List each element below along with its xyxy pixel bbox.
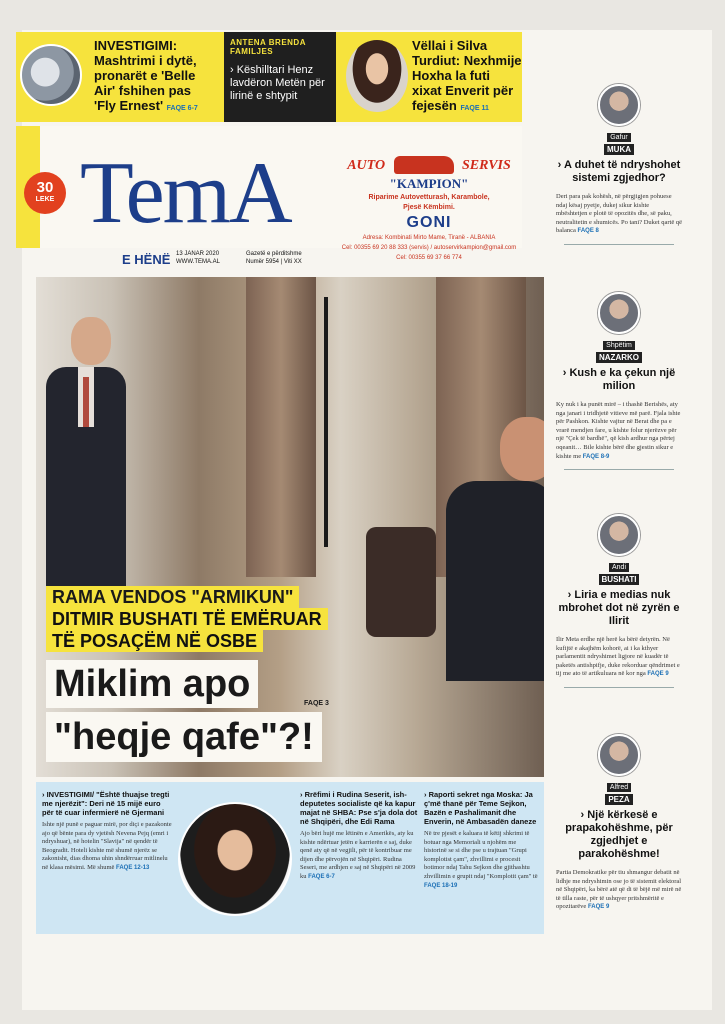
auto-servis-ad[interactable] bbox=[338, 156, 520, 274]
opinion-peza[interactable] bbox=[556, 734, 682, 912]
avatar bbox=[598, 514, 640, 556]
car-icon bbox=[394, 156, 454, 174]
story-title: › INVESTIGIMI/ "Është thuajse tregti me njerëzit": Deri në 15 mijë euro për të cuar infermierë në Gjermani bbox=[42, 790, 170, 817]
author-first-name: Shpëtim bbox=[603, 341, 635, 350]
teaser-line: Vëllai i Silva bbox=[412, 38, 488, 53]
author-last-name: PEZA bbox=[605, 794, 632, 805]
teaser-photo-woman bbox=[346, 40, 408, 112]
opinion-title: › Liria e medias nuk mbrohet dot në zyrën e Ilirit bbox=[558, 589, 680, 627]
story-page-ref: FAQE 12-13 bbox=[116, 864, 150, 871]
opinion-bushati[interactable] bbox=[556, 514, 682, 688]
issue-day: E HËNË bbox=[122, 252, 171, 267]
ad-address: Adresa: Kombinati Mirto Mame, Tiranë - ALBANIA bbox=[362, 235, 496, 242]
teaser-line: INVESTIGIMI: bbox=[94, 38, 178, 53]
divider bbox=[564, 469, 674, 470]
website-link[interactable]: WWW.TEMA.AL bbox=[176, 259, 220, 265]
story-body: Në tre pjesët e kaluara të këtij shkrimi të botuar nga Memoriali u njohëm me historinë se si dhe pse u trajtuan "Grupi komplotist çam", zhvillimi e procesit botimor ndaj Tahu Sejkon dhe gjithashtu zhvillimin e grupit ndaj "Komplotit çam" të bbox=[424, 830, 538, 880]
teaser-line: fejesën bbox=[412, 98, 457, 113]
author-first-name: Alfred bbox=[607, 783, 631, 792]
teaser-page-ref: FAQE 6-7 bbox=[166, 105, 198, 112]
opinion-title: › Një kërkesë e prapakohëshme, për zgjedhjet e parakohëshme! bbox=[565, 809, 673, 860]
teaser-antena[interactable] bbox=[224, 32, 336, 122]
price-currency: LEKE bbox=[35, 196, 55, 203]
opinion-body bbox=[556, 636, 682, 679]
author-first-name: Andi bbox=[609, 563, 629, 572]
date-text: 13 JANAR 2020 bbox=[176, 251, 220, 257]
teaser-line: pronarët e 'Belle bbox=[94, 68, 196, 83]
teaser-line: 'Fly Ernest' bbox=[94, 98, 164, 113]
opinion-nazarko[interactable] bbox=[556, 292, 682, 470]
opinion-muka[interactable] bbox=[556, 84, 682, 245]
teaser-line: Mashtrimi i dytë, bbox=[94, 53, 197, 68]
ad-business-name: "KAMPION" bbox=[389, 176, 469, 192]
story-moscow-report[interactable] bbox=[424, 790, 540, 890]
story-investigation[interactable] bbox=[42, 790, 172, 873]
main-page-ref: FAQE 3 bbox=[304, 700, 329, 707]
story-page-ref: FAQE 6-7 bbox=[308, 873, 335, 880]
issue-number: Numër 5954 | Viti XX bbox=[246, 259, 302, 265]
avatar bbox=[598, 292, 640, 334]
opinion-page-ref: FAQE 9 bbox=[587, 904, 610, 911]
opinion-page-ref: FAQE 8 bbox=[577, 228, 599, 235]
microphone-stand bbox=[324, 297, 328, 547]
story-body: Ishte një punë e paguar mirë, por diçi e pazakonte ajo që bënte para dy vjetësh Nevena Pejq (emri i ndryshuar), në hotelin "Slavija" në qendër të Beogradit. Hoteli kishte më shumë njerëz se zakonisht, dias dhoma uhin shndërruar mitlinelu në klasa mësimi. Më shumë bbox=[42, 821, 172, 871]
opinion-text: Deri para pak kohësh, në përgjigjen pohuese ndaj kësaj pyetje, dukej sikur kishte mbështetjen e plotë të opozitës dhe, së paku, neutralitetin e shumicës. Po tani? Duket qartë që balanca bbox=[556, 193, 682, 235]
ad-auto-label: AUTO bbox=[347, 158, 386, 174]
issue-type: Gazetë e përditshme bbox=[246, 251, 302, 257]
teaser-line: Turdiut: Nexhmije bbox=[412, 53, 522, 68]
antena-brand: ANTENA BRENDA FAMILJES bbox=[230, 38, 306, 56]
opinion-body bbox=[556, 401, 682, 461]
price-value: 30 bbox=[36, 179, 54, 196]
curtain bbox=[246, 277, 316, 577]
main-title-line-1[interactable]: Miklim apo bbox=[46, 660, 258, 708]
price-badge bbox=[24, 172, 66, 214]
story-page-ref: FAQE 18-19 bbox=[424, 882, 458, 889]
divider bbox=[564, 687, 674, 688]
divider bbox=[564, 244, 674, 245]
opinion-title: › A duhet të ndryshohet sistemi zgjedhor? bbox=[557, 159, 681, 184]
story-title: › Rrëfimi i Rudina Seserit, ish-deputetes socialiste që ka kapur majat në SHBA: Pse s'ja dola dot në Shqipëri, dhe Edi Rama bbox=[300, 790, 418, 826]
author-last-name: NAZARKO bbox=[596, 352, 642, 363]
ad-description: Riparime Autovetturash, Karambole, bbox=[368, 194, 490, 202]
ad-phone: Cel: 00355 69 20 88 333 (servis) / autoservirkampion@gmail.com bbox=[341, 245, 517, 252]
teaser-page-ref: FAQE 11 bbox=[460, 105, 489, 112]
headline-line-1[interactable]: RAMA VENDOS "ARMIKUN" bbox=[46, 586, 299, 608]
issue-date bbox=[176, 250, 236, 266]
main-title-line-2[interactable]: "heqje qafe"?! bbox=[46, 712, 322, 762]
opinion-title: › Kush e ka çekun një milion bbox=[562, 367, 676, 392]
newspaper-logo: TemA bbox=[80, 145, 291, 242]
headline-line-2[interactable]: DITMIR BUSHATI TË EMËRUAR bbox=[46, 608, 328, 630]
teaser-investigation[interactable] bbox=[94, 38, 244, 113]
ad-description: Pjesë Këmbimi. bbox=[403, 204, 455, 212]
opinion-text: Partia Demokratike për tiu shmangur debatit në lidhje me ndryshimin ose jo të sistemit elektoral në Shqipëri, ka bërë atë që di të bëjë më mirë në të tilla raste, për të ushqyer pritshmëritë e opozitarëve bbox=[556, 869, 682, 911]
opinion-text: Ilir Meta erdhe një herë ka bërë detyrën. Në kufijtë e akajhëm kohorë, ai i ka kthyer parlamentit ndryshimet ligjore në kuadër të paketës antishpifje, duke rekorduar qëndrimet e tij me ato të artikuluara në kor nga bbox=[556, 636, 680, 678]
rudina-seseri-photo bbox=[178, 802, 292, 916]
ad-phone: Cel: 00355 69 37 66 774 bbox=[396, 255, 462, 262]
armchair bbox=[366, 527, 436, 637]
ad-goni: GONI bbox=[406, 214, 452, 232]
story-rudina-seseri[interactable] bbox=[300, 790, 420, 882]
antena-text: › Këshilltari Henz lavdëron Metën për lirinë e shtypit bbox=[230, 64, 325, 102]
story-body: Ajo bëri hujë me lëtinën e Amerikës, aty ku kishte ndërtuar jetën e karrierën e saj, duke qenë aty që në vegjili, për të kontribuar me dijen dhe përvojën në Shqipëri. Rudina Seseri, me ardhjen e saj në Shqipëri në 2009 ku bbox=[300, 830, 416, 880]
story-title: › Raporti sekret nga Moska: Ja ç'më thanë për Teme Sejkon, Bazën e Pashalimanit dhe Enverin, në Ambasadën daneze bbox=[424, 790, 537, 826]
headline-line-3[interactable]: TË POSAÇËM NË OSBE bbox=[46, 630, 263, 652]
seated-man-figure bbox=[436, 417, 544, 697]
teaser-photo-airplane bbox=[20, 44, 82, 106]
standing-man-figure bbox=[46, 317, 126, 577]
opinion-body bbox=[556, 869, 682, 912]
issue-info bbox=[246, 250, 312, 266]
opinion-body bbox=[556, 193, 682, 236]
ad-servis-label: SERVIS bbox=[461, 158, 511, 174]
teaser-silva-turdiu[interactable] bbox=[412, 38, 552, 113]
author-last-name: MUKA bbox=[604, 144, 634, 155]
opinion-page-ref: FAQE 8-9 bbox=[582, 453, 610, 460]
author-first-name: Gafur bbox=[607, 133, 631, 142]
avatar bbox=[598, 734, 640, 776]
teaser-line: Air' fshihen pas bbox=[94, 83, 191, 98]
teaser-line: xixat Enverit për bbox=[412, 83, 514, 98]
opinion-text: Ky nuk i ka punët mirë – i thashë Berishës, aty nga janari i tridhjetë vitieve më parë. Fjala ishte për Pashkon. Kishte vajtur në Berat dhe pa e vrarë mendjen fare, u kishte folur njerëzve për një "Çek të bardhë", që kish ardhur nga përtej oqeanit… Bile kishte bërë dhe gjestin sikur e kishte me bbox=[556, 401, 681, 460]
teaser-line: Hoxha la futi bbox=[412, 68, 491, 83]
author-last-name: BUSHATI bbox=[599, 574, 640, 585]
opinion-page-ref: FAQE 9 bbox=[647, 671, 669, 678]
avatar bbox=[598, 84, 640, 126]
